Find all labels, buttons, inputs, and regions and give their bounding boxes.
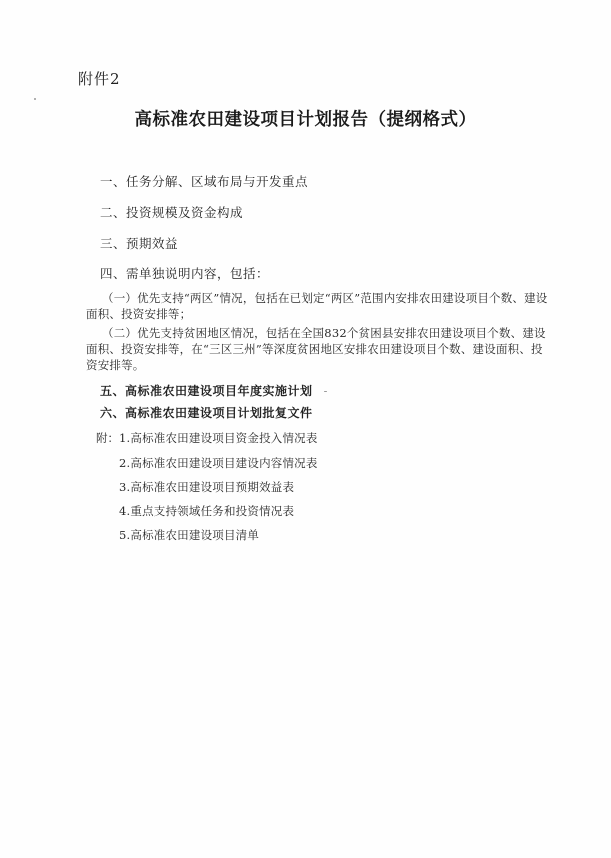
- section-heading-4: 四、需单独说明内容，包括：: [100, 266, 270, 281]
- section-heading-1: 一、任务分解、区域布局与开发重点: [100, 174, 309, 189]
- attachment-item: 3.高标准农田建设项目预期效益表: [119, 480, 295, 494]
- attachment-label: 附件2: [78, 70, 121, 88]
- section-heading-6: 六、高标准农田建设项目计划批复文件: [100, 406, 313, 420]
- section-heading-3: 三、预期效益: [100, 236, 179, 251]
- attachments-prefix: 附：: [96, 431, 119, 445]
- paragraph-two-zones: （一）优先支持“两区”情况，包括在已划定“两区”范围内安排农田建设项目个数、建设面积、投资安排等；: [86, 291, 548, 321]
- attachment-item: 1.高标准农田建设项目资金投入情况表: [119, 431, 318, 445]
- scan-speck: [324, 391, 327, 392]
- attachment-item: 4.重点支持领域任务和投资情况表: [119, 504, 295, 518]
- paragraph-poverty-areas: （二）优先支持贫困地区情况，包括在全国832个贫困县安排农田建设项目个数、建设面积、投资安排等，在“三区三州”等深度贫困地区安排农田建设项目个数、建设面积、投资安排等。: [86, 326, 546, 372]
- section-heading-2: 二、投资规模及资金构成: [100, 205, 244, 220]
- section-heading-5: 五、高标准农田建设项目年度实施计划: [100, 384, 313, 398]
- attachment-item: 2.高标准农田建设项目建设内容情况表: [119, 456, 318, 470]
- page-title: 高标准农田建设项目计划报告（提纲格式）: [134, 110, 477, 130]
- attachment-item: 5.高标准农田建设项目清单: [119, 528, 260, 542]
- scan-speck: [34, 98, 36, 100]
